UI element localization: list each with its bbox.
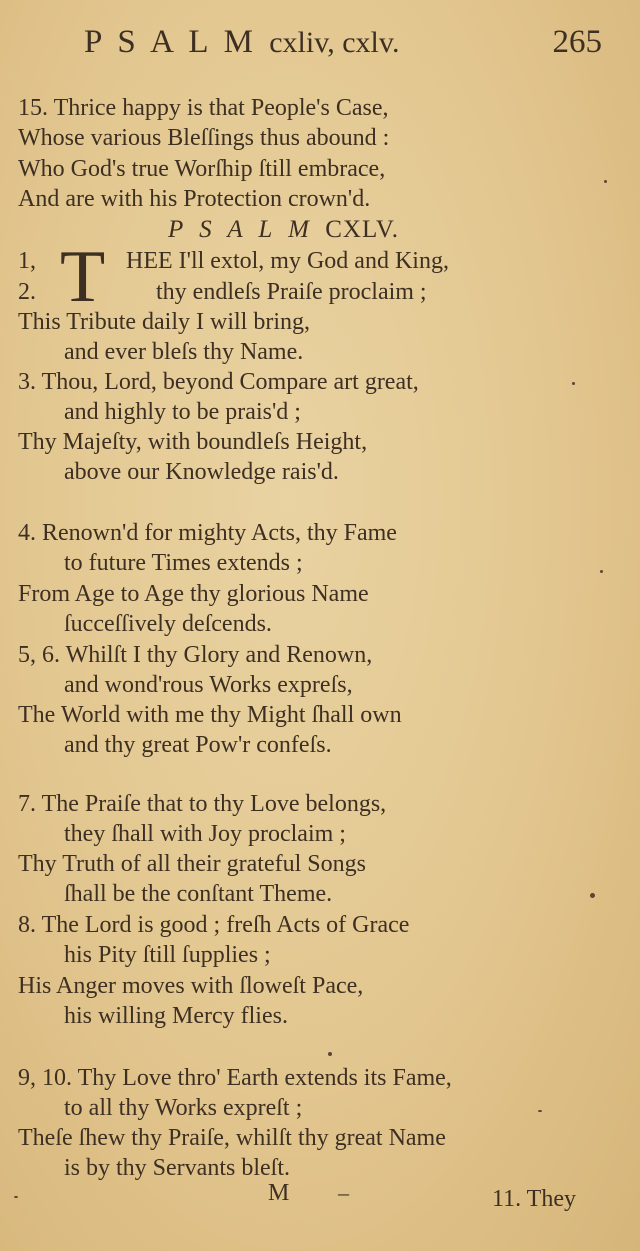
verse-number: 2. — [18, 279, 36, 305]
verse-line: 15. Thrice happy is that People's Case, — [18, 95, 389, 121]
subtitle-word: P S A L M — [168, 216, 314, 243]
verse-line: they ſhall with Joy proclaim ; — [64, 821, 346, 847]
verse-line: and thy great Pow'r confeſs. — [64, 732, 332, 758]
paper-speck — [328, 1052, 332, 1056]
header-title — [84, 24, 399, 61]
verse-line: and wond'rous Works expreſs, — [64, 672, 353, 698]
paper-speck — [14, 1196, 18, 1198]
verse-line: This Tribute daily I will bring, — [18, 309, 311, 335]
verse-line: 4. Renown'd for mighty Acts, thy Fame — [18, 520, 397, 546]
paper-speck — [590, 893, 595, 898]
verse-line: his Pity ſtill ſupplies ; — [64, 942, 271, 968]
paper-speck — [604, 180, 607, 183]
verse-line: ſucceſſively deſcends. — [64, 611, 272, 637]
verse-line: 8. The Lord is good ; freſh Acts of Grace — [18, 912, 410, 938]
verse-line: Theſe ſhew thy Praiſe, whilſt thy great Name — [18, 1125, 446, 1151]
verse-line: 7. The Praiſe that to thy Love belongs, — [18, 791, 387, 817]
paper-speck — [538, 1110, 542, 1112]
verse-line: ſhall be the conſtant Theme. — [64, 881, 333, 907]
verse-line: 5, 6. Whilſt I thy Glory and Renown, — [18, 642, 373, 668]
paper-speck — [572, 382, 575, 385]
verse-line: 9, 10. Thy Love thro' Earth extends its Fame, — [18, 1065, 452, 1091]
header-psalm-numbers: cxliv, cxlv. — [269, 26, 400, 59]
running-header — [0, 22, 640, 66]
verse-line: From Age to Age thy glorious Name — [18, 581, 369, 607]
verse-line: 3. Thou, Lord, beyond Compare art great, — [18, 369, 419, 395]
verse-line: his willing Mercy flies. — [64, 1003, 288, 1029]
verse-line: and highly to be prais'd ; — [64, 399, 301, 425]
verse-line: to all thy Works expreſt ; — [64, 1095, 303, 1121]
verse-line: His Anger moves with ſloweſt Pace, — [18, 973, 364, 999]
header-psalm-word: P S A L M — [84, 24, 257, 60]
verse-line: And are with his Protection crown'd. — [18, 186, 371, 212]
verse-line: thy endleſs Praiſe proclaim ; — [156, 279, 427, 305]
catchword: 11. They — [492, 1186, 576, 1212]
page-number: 265 — [552, 24, 602, 60]
verse-line: is by thy Servants bleſt. — [64, 1155, 290, 1181]
verse-line: and ever bleſs thy Name. — [64, 339, 304, 365]
verse-line: Thy Truth of all their grateful Songs — [18, 851, 366, 877]
drop-cap: T — [60, 236, 106, 318]
verse-line: Who God's true Worſhip ſtill embrace, — [18, 156, 386, 182]
subtitle-number: CXLV. — [325, 216, 400, 243]
verse-line: above our Knowledge rais'd. — [64, 459, 339, 485]
verse-line: The World with me thy Might ſhall own — [18, 702, 402, 728]
verse-line: Thy Majeſty, with boundleſs Height, — [18, 429, 368, 455]
signature-mark: M — [268, 1180, 290, 1206]
verse-line: HEE I'll extol, my God and King, — [126, 248, 449, 274]
verse-line: Whose various Bleſſings thus abound : — [18, 125, 390, 151]
verse-number: 1, — [18, 248, 36, 274]
psalm-subtitle — [168, 216, 399, 244]
verse-line: to future Times extends ; — [64, 550, 303, 576]
paper-speck — [600, 570, 603, 573]
footer-dash: – — [338, 1180, 349, 1205]
